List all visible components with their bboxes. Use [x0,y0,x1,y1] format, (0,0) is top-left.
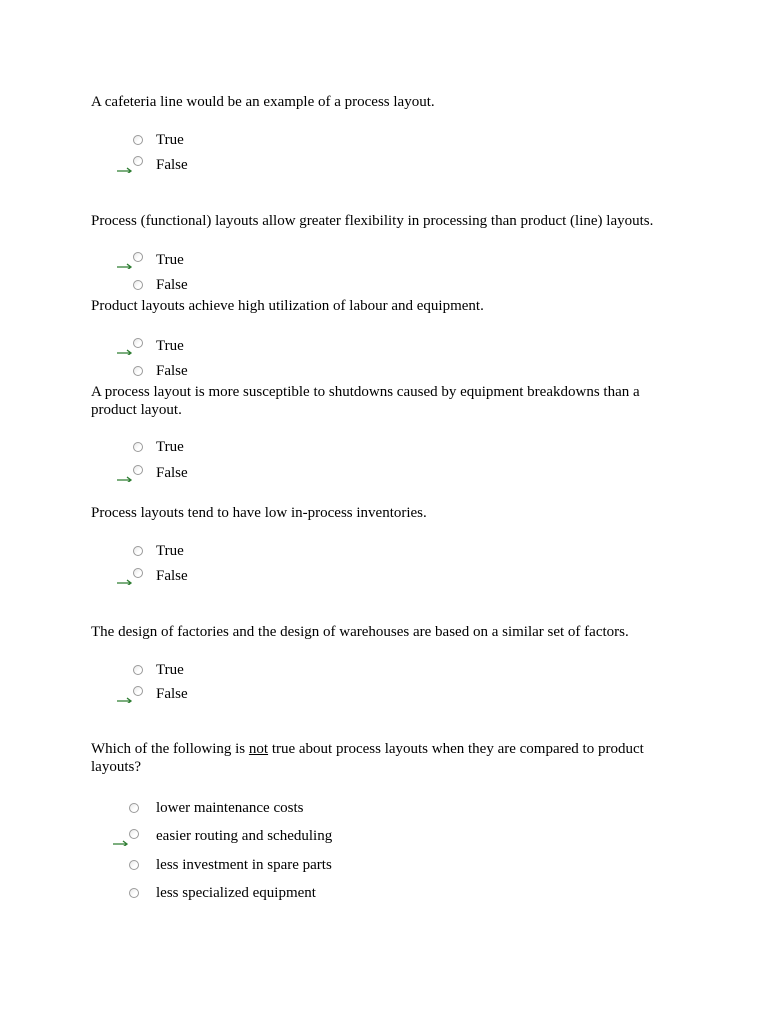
question-4-text: A process layout is more susceptible to shutdowns caused by equipment breakdowns than a product layout. [91,384,640,418]
answer-arrow-icon [113,838,129,846]
question-7-text-end: true about process layouts when they are compared to product layouts? [91,741,644,775]
answer-arrow-icon [117,474,133,482]
option-false[interactable]: False [156,363,188,379]
question-3-text: Product layouts achieve high utilization of labour and equipment. [91,298,484,314]
radio-button-icon[interactable] [129,860,139,870]
radio-button-icon[interactable] [133,465,143,475]
answer-arrow-icon [117,695,133,703]
option-true[interactable]: True [156,132,184,148]
option-true[interactable]: True [156,338,184,354]
radio-button-icon[interactable] [129,888,139,898]
option-false[interactable]: False [156,465,188,481]
answer-arrow-icon [117,261,133,269]
radio-button-icon[interactable] [133,366,143,376]
radio-button-icon[interactable] [133,686,143,696]
radio-button-icon[interactable] [133,442,143,452]
option-false[interactable]: False [156,568,188,584]
question-5-text: Process layouts tend to have low in-process inventories. [91,505,427,521]
radio-button-icon[interactable] [133,568,143,578]
radio-button-icon[interactable] [133,280,143,290]
answer-arrow-icon [117,165,133,173]
answer-arrow-icon [117,347,133,355]
question-7-text-start: Which of the following is [91,741,249,757]
radio-button-icon[interactable] [129,803,139,813]
option-true[interactable]: True [156,252,184,268]
answer-arrow-icon [117,577,133,585]
radio-button-icon[interactable] [133,338,143,348]
option-2[interactable]: easier routing and scheduling [156,828,333,844]
option-false[interactable]: False [156,277,188,293]
option-false[interactable]: False [156,157,188,173]
radio-button-icon[interactable] [133,665,143,675]
radio-button-icon[interactable] [133,135,143,145]
option-true[interactable]: True [156,662,184,678]
question-1-text: A cafeteria line would be an example of a process layout. [91,94,435,110]
option-4[interactable]: less specialized equipment [156,885,316,901]
question-2-text: Process (functional) layouts allow greater flexibility in processing than product (line) layouts. [91,213,654,229]
question-7-text [91,740,661,776]
option-3[interactable]: less investment in spare parts [156,857,332,873]
option-true[interactable]: True [156,543,184,559]
question-6-text: The design of factories and the design of warehouses are based on a similar set of factors. [91,624,629,640]
option-false[interactable]: False [156,686,188,702]
radio-button-icon[interactable] [133,546,143,556]
question-7-emphasis: not [248,741,269,757]
radio-button-icon[interactable] [133,252,143,262]
radio-button-icon[interactable] [129,829,139,839]
option-1[interactable]: lower maintenance costs [156,800,304,816]
option-true[interactable]: True [156,439,184,455]
radio-button-icon[interactable] [133,156,143,166]
